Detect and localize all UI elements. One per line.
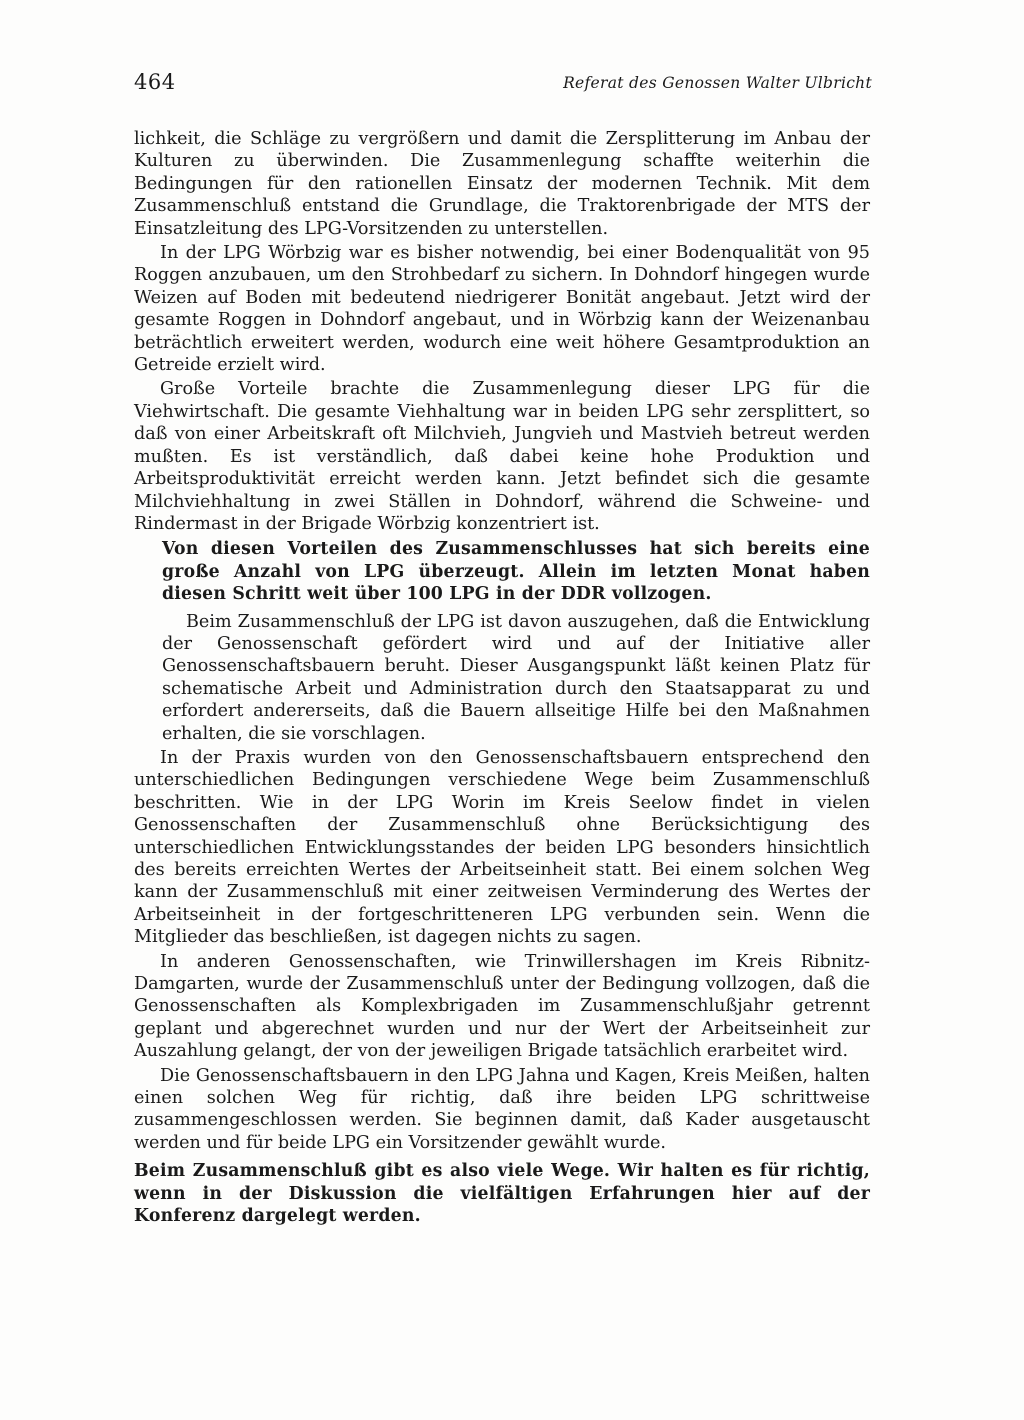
paragraph-5: Beim Zusammenschluß der LPG ist davon auszugehen, daß die Entwicklung der Genossenschaft gefördert wird und auf der Initiative aller Genossenschaftsbauern beruht. Dieser Ausgangspunkt läßt keinen Platz für schematische Arbeit und Administration durch den Staatsapparat zu und erfordert andererseits, daß die Bauern allseitige Hilfe bei den Maßnahmen erhalten, die sie vorschlagen. <box>162 611 870 744</box>
paragraph-3: Große Vorteile brachte die Zusammenlegung dieser LPG für die Viehwirtschaft. Die gesamte Viehhaltung war in beiden LPG sehr zersplittert, so daß von einer Arbeitskraft oft Milchvieh, Jungvieh und Mastvieh betreut werden mußten. Es ist verständlich, daß dabei keine hohe Produktion und Arbeitsproduktivität erreicht werden kann. Jetzt befindet sich die gesamte Milchviehhaltung in zwei Ställen in Dohndorf, während die Schweine- und Rindermast in der Brigade Wörbzig konzentriert ist. <box>134 379 870 534</box>
paragraph-2: In der LPG Wörbzig war es bisher notwendig, bei einer Bodenqualität von 95 Roggen anzubauen, um den Strohbedarf zu sichern. In Dohndorf hingegen wurde Weizen auf Boden mit bedeutend niedrigerer Bonität angebaut. Jetzt wird der gesamte Roggen in Dohndorf angebaut, und in Wörbzig kann der Weizenanbau beträchtlich erweitert werden, wodurch eine weit höhere Gesamtproduktion an Getreide erzielt wird. <box>134 243 870 376</box>
paragraph-1: lichkeit, die Schläge zu vergrößern und damit die Zersplitterung im Anbau der Kulturen zu überwinden. Die Zusammenlegung schaffte weiterhin die Bedingungen für den rationellen Einsatz der modernen Technik. Mit dem Zusammenschluß entstand die Grundlage, die Traktorenbrigade der MTS der Einsatzleitung des LPG-Vorsitzenden zu unterstellen. <box>134 129 870 239</box>
page-number: 464 <box>134 70 176 94</box>
paragraph-6: In der Praxis wurden von den Genossenschaftsbauern entsprechend den unterschiedlichen Bedingungen verschiedene Wege beim Zusammenschluß beschritten. Wie in der LPG Worin im Kreis Seelow findet in vielen Genossenschaften der Zusammenschluß ohne Berücksichtigung des unterschiedlichen Entwicklungsstandes der beiden LPG besonders hinsichtlich des bereits erreichten Wertes der Arbeitseinheit statt. Bei einem solchen Weg kann der Zusammenschluß mit einer zeitweisen Verminderung des Wertes der Arbeitseinheit in der fortgeschritteneren LPG verbunden sein. Wenn die Mitglieder das beschließen, ist dagegen nichts zu sagen. <box>134 747 870 948</box>
paragraph-7: In anderen Genossenschaften, wie Trinwillershagen im Kreis Ribnitz-Damgarten, wurde der Zusammenschluß unter der Bedingung vollzogen, daß die Genossenschaften als Komplexbrigaden im Zusammenschlußjahr getrennt geplant und abgerechnet wurden und nur der Wert der Arbeitseinheit zur Auszahlung gelangt, der von der jeweiligen Brigade tatsächlich erarbeitet wird. <box>134 951 870 1062</box>
page-header <box>134 70 872 100</box>
paragraph-8: Die Genossenschaftsbauern in den LPG Jahna und Kagen, Kreis Meißen, halten einen solchen Weg für richtig, daß ihre beiden LPG schrittweise zusammengeschlossen werden. Sie beginnen damit, daß Kader ausgetauscht werden und für beide LPG ein Vorsitzender gewählt wurde. <box>134 1065 870 1153</box>
body-text <box>134 128 870 1230</box>
paragraph-4-bold: Von diesen Vorteilen des Zusammenschlusses hat sich bereits eine große Anzahl von LPG überzeugt. Allein im letzten Monat haben diesen Schritt weit über 100 LPG in der DDR vollzogen. <box>162 539 870 605</box>
paragraph-9-bold: Beim Zusammenschluß gibt es also viele Wege. Wir halten es für richtig, wenn in der Diskussion die vielfältigen Erfahrungen hier auf der Konferenz dargelegt werden. <box>134 1161 870 1227</box>
running-head: Referat des Genossen Walter Ulbricht <box>563 74 872 92</box>
